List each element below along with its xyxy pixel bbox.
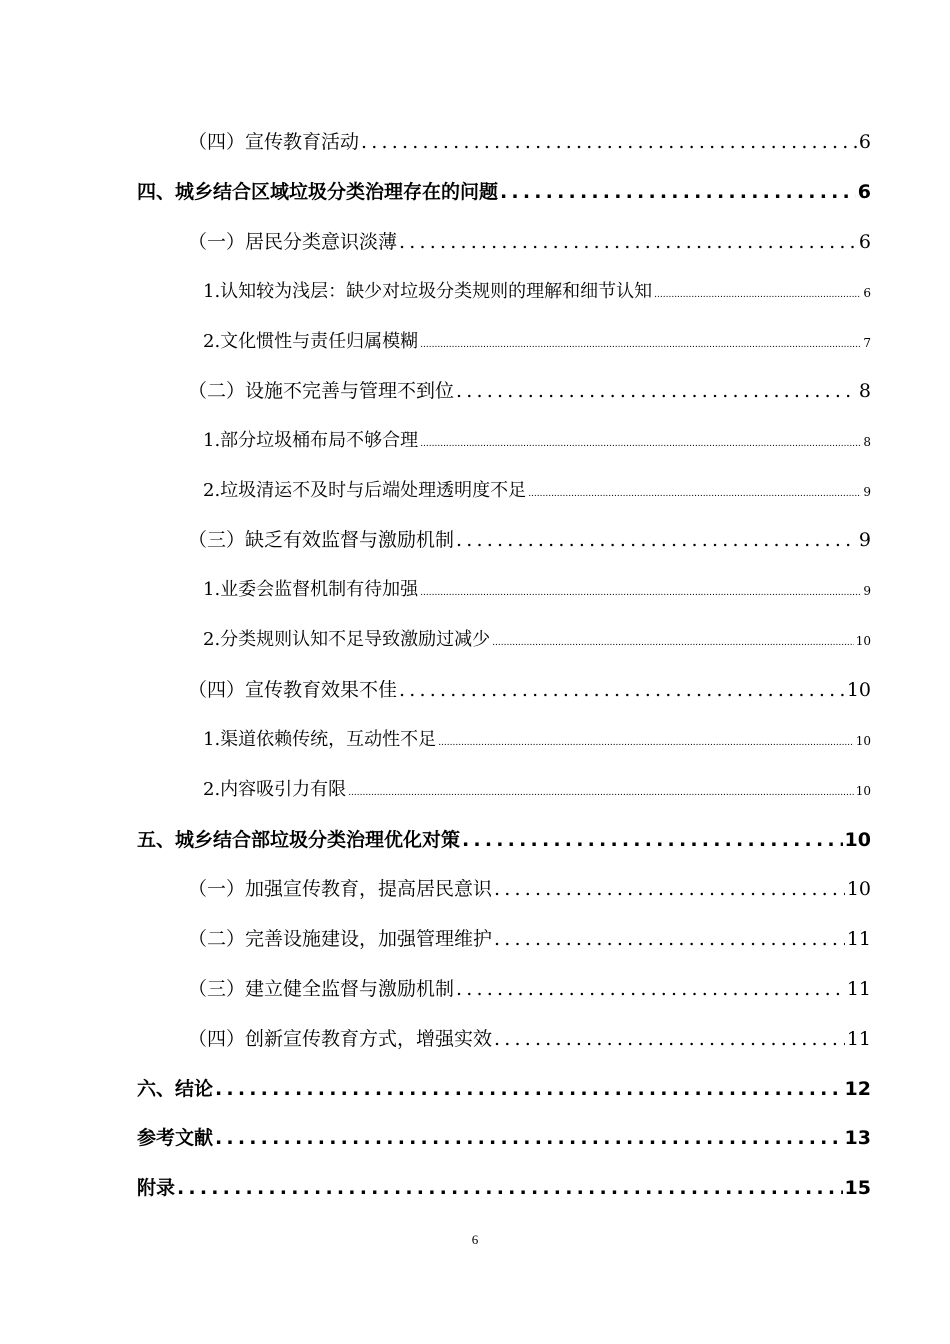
toc-entry-label: （四）宣传教育活动 [188, 131, 360, 153]
toc-entry-page: 10 [855, 634, 871, 648]
toc-entry[interactable] [188, 525, 871, 552]
toc-leader-dots [215, 1078, 843, 1100]
toc-entry-label: 1.业委会监督机制有待加强 [203, 579, 419, 600]
toc-entry-label: 1.渠道依赖传统，互动性不足 [203, 729, 437, 750]
toc-entry-label: （一）居民分类意识淡薄 [188, 231, 398, 253]
toc-entry-page: 13 [844, 1127, 871, 1149]
toc-entry[interactable] [188, 675, 871, 702]
toc-entry[interactable] [203, 327, 871, 353]
toc-entry-page: 9 [863, 485, 871, 499]
toc-entry-label: 1.认知较为浅层：缺少对垃圾分类规则的理解和细节认知 [203, 281, 653, 302]
toc-entry-page: 10 [846, 679, 871, 701]
toc-entry[interactable] [203, 575, 871, 601]
toc-leader-dots [420, 588, 861, 598]
toc-entry-label: （三）建立健全监督与激励机制 [188, 978, 455, 1000]
toc-entry[interactable] [203, 625, 871, 651]
toc-entry-page: 9 [863, 584, 871, 598]
toc-leader-dots [528, 489, 861, 499]
toc-entry[interactable] [188, 974, 871, 1001]
toc-entry-label: （一）加强宣传教育，提高居民意识 [188, 878, 493, 900]
toc-leader-dots [399, 679, 845, 701]
toc-entry-page: 6 [863, 286, 871, 300]
toc-entry-label: 2.内容吸引力有限 [203, 779, 347, 800]
toc-entry[interactable] [188, 1024, 871, 1051]
toc-entry[interactable] [203, 725, 871, 751]
toc-leader-dots [494, 878, 845, 900]
toc-entry[interactable] [188, 227, 871, 254]
toc-leader-dots [462, 829, 843, 851]
toc-leader-dots [177, 1177, 843, 1199]
toc-entry-page: 8 [863, 435, 871, 449]
toc-leader-dots [420, 340, 861, 350]
toc-entry-page: 10 [846, 878, 871, 900]
toc-entry[interactable] [137, 825, 871, 852]
toc-leader-dots [494, 928, 845, 950]
toc-entry[interactable] [203, 476, 871, 502]
toc-entry-page: 10 [855, 734, 871, 748]
toc-leader-dots [348, 788, 854, 798]
toc-entry-label: （三）缺乏有效监督与激励机制 [188, 529, 455, 551]
toc-leader-dots [654, 290, 861, 300]
toc-entry-label: 1.部分垃圾桶布局不够合理 [203, 430, 419, 451]
toc-entry-page: 10 [855, 784, 871, 798]
toc-entry[interactable] [203, 426, 871, 452]
toc-entry-page: 9 [858, 529, 871, 551]
toc-entry-page: 7 [863, 336, 871, 350]
toc-entry[interactable] [188, 924, 871, 951]
toc-entry[interactable] [137, 1123, 871, 1150]
toc-entry[interactable] [188, 376, 871, 403]
toc-leader-dots [399, 231, 857, 253]
toc-entry[interactable] [137, 1173, 871, 1200]
toc-leader-dots [456, 380, 857, 402]
toc-entry-label: 五、城乡结合部垃圾分类治理优化对策 [137, 829, 461, 851]
toc-entry-page: 6 [858, 131, 871, 153]
toc-entry-page: 6 [858, 231, 871, 253]
toc-leader-dots [494, 1028, 845, 1050]
toc-entry-label: （四）宣传教育效果不佳 [188, 679, 398, 701]
toc-entry-page: 11 [846, 1028, 871, 1050]
toc-entry[interactable] [137, 1074, 871, 1101]
toc-leader-dots [420, 439, 861, 449]
toc-entry-label: 2.垃圾清运不及时与后端处理透明度不足 [203, 480, 527, 501]
toc-leader-dots [500, 181, 856, 203]
toc-entry-label: （四）创新宣传教育方式，增强实效 [188, 1028, 493, 1050]
toc-leader-dots [361, 131, 857, 153]
toc-entry-page: 12 [844, 1078, 871, 1100]
toc-entry-page: 11 [846, 928, 871, 950]
toc-entry[interactable] [203, 277, 871, 303]
toc-entry[interactable] [203, 775, 871, 801]
toc-leader-dots [456, 529, 857, 551]
toc-entry-page: 6 [857, 181, 871, 203]
page-number: 6 [471, 1232, 479, 1247]
toc-entry-label: 六、结论 [137, 1078, 214, 1100]
toc-entry-label: 2.文化惯性与责任归属模糊 [203, 331, 419, 352]
toc-leader-dots [492, 638, 854, 648]
toc-entry-label: （二）完善设施建设，加强管理维护 [188, 928, 493, 950]
toc-entry-label: （二）设施不完善与管理不到位 [188, 380, 455, 402]
toc-entry-page: 10 [844, 829, 871, 851]
toc-entry[interactable] [188, 127, 871, 154]
toc-leader-dots [456, 978, 845, 1000]
toc-entry-label: 2.分类规则认知不足导致激励过减少 [203, 629, 491, 650]
toc-entry-label: 参考文献 [137, 1127, 214, 1149]
toc-entry-page: 11 [846, 978, 871, 1000]
toc-leader-dots [438, 738, 854, 748]
toc-entry[interactable] [188, 874, 871, 901]
toc-entry-label: 附录 [137, 1177, 176, 1199]
toc-entry-page: 8 [858, 380, 871, 402]
toc-entry-label: 四、城乡结合区域垃圾分类治理存在的问题 [137, 181, 499, 203]
toc-entry[interactable] [137, 177, 871, 204]
toc-leader-dots [215, 1127, 843, 1149]
toc-entry-page: 15 [844, 1177, 871, 1199]
